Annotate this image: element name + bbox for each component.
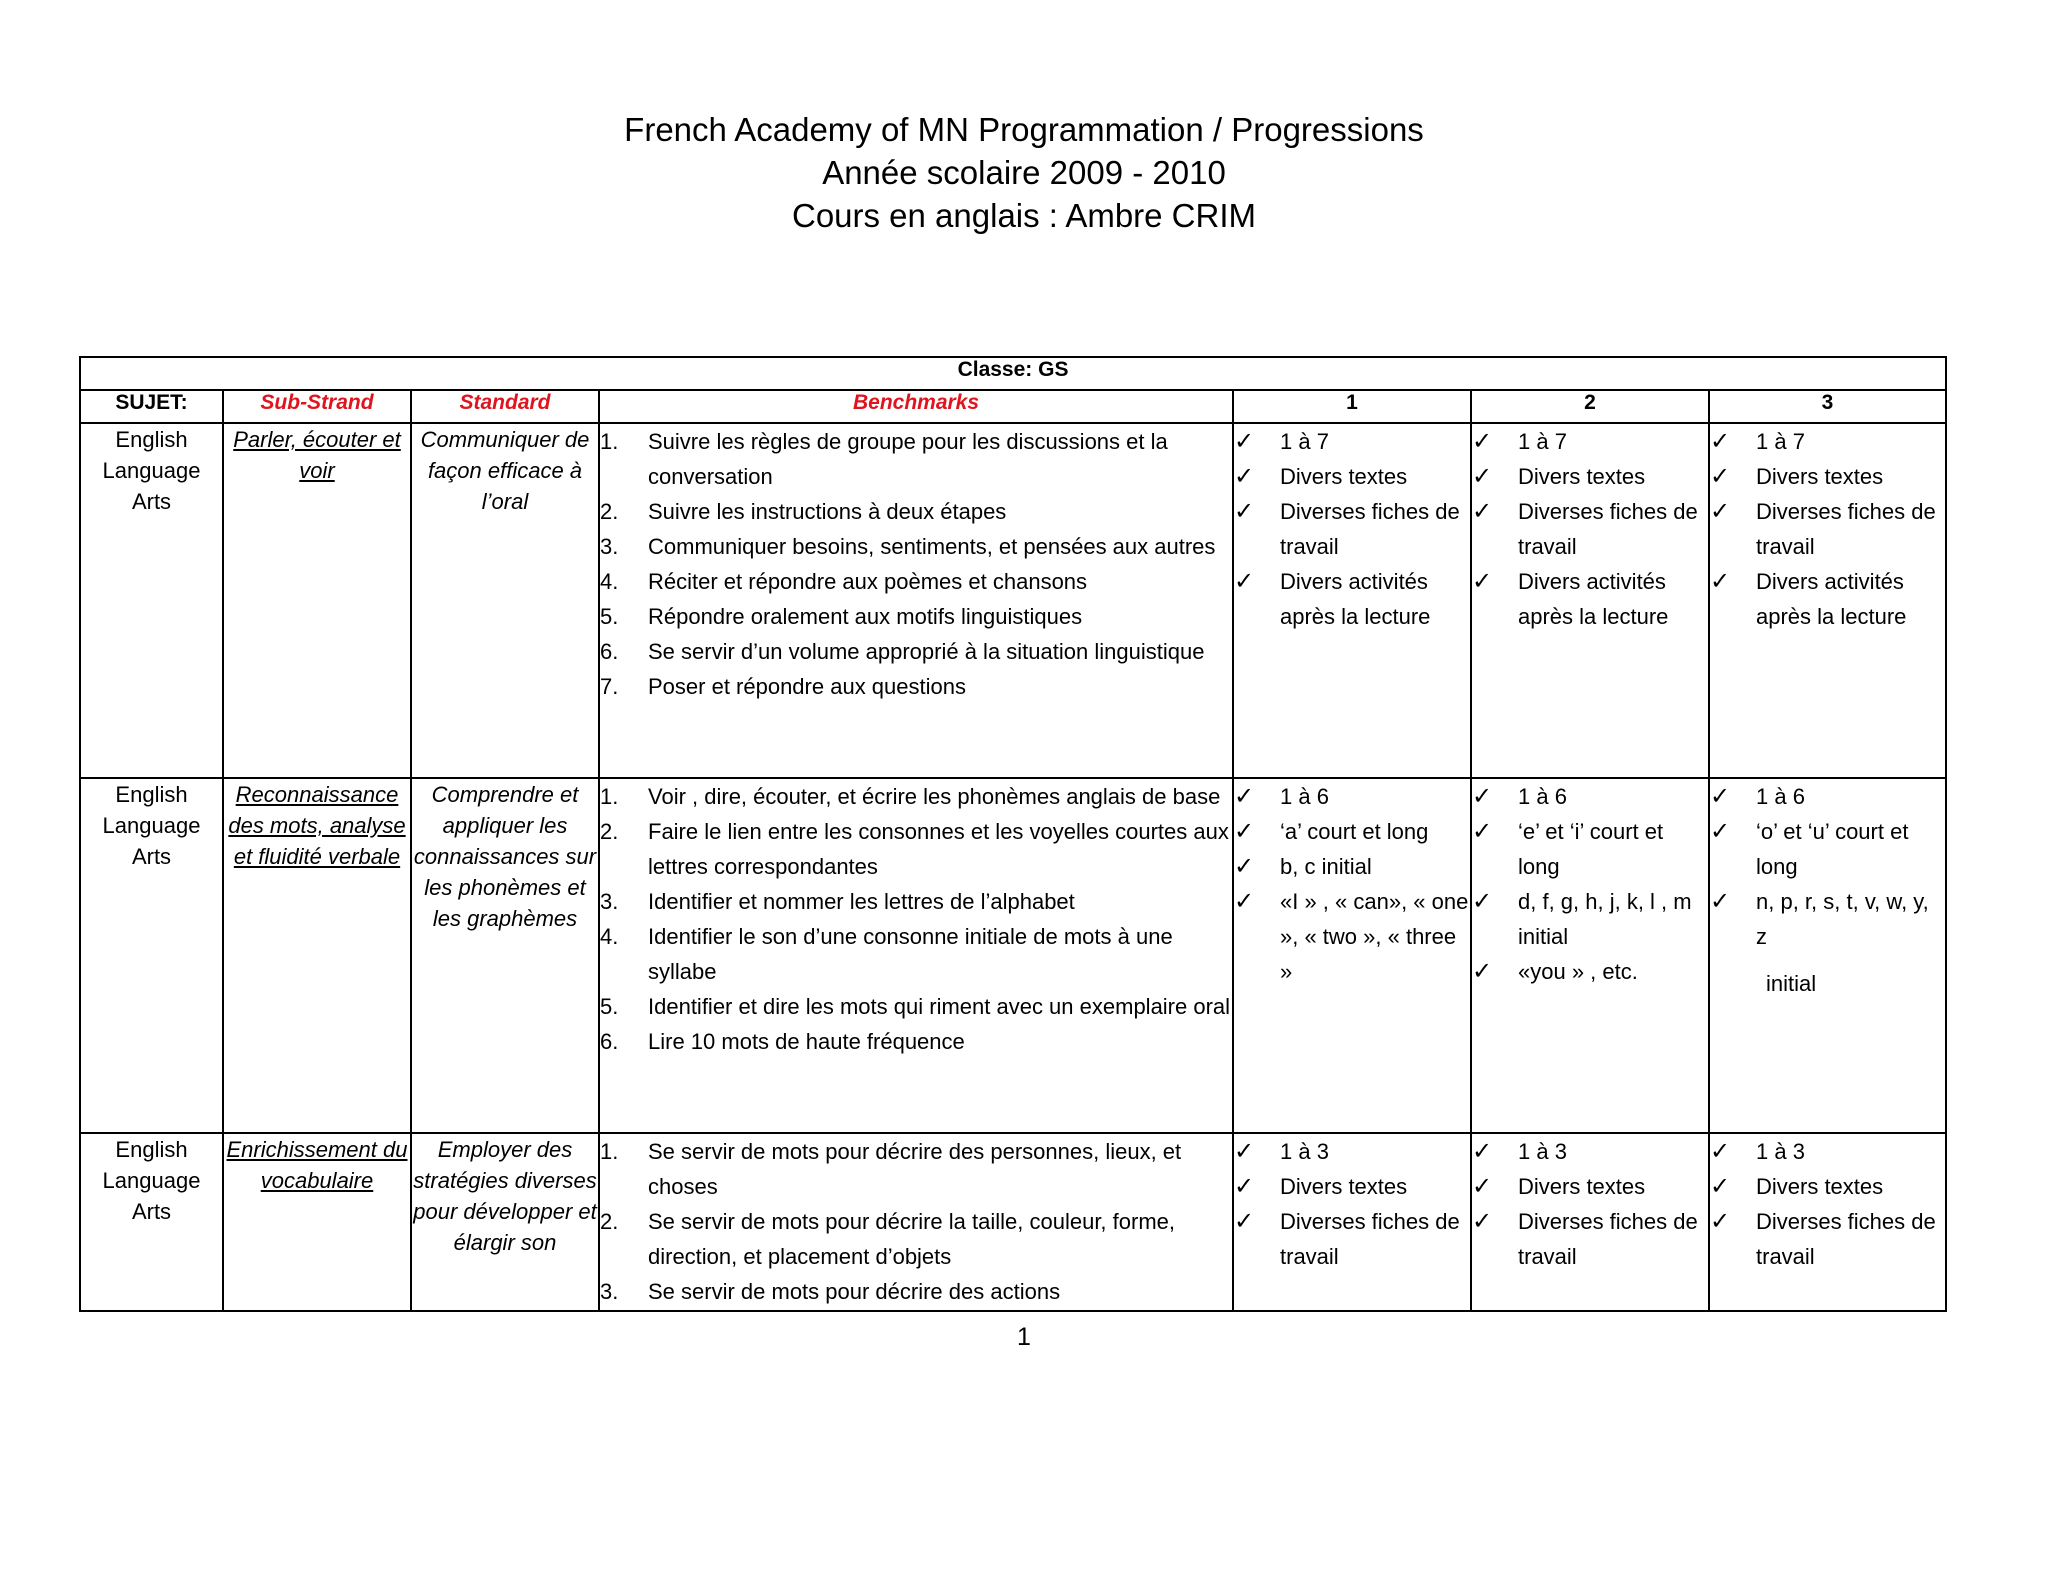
sub-strand-cell: Reconnaissance des mots, analyse et fluidité verbale [223,778,411,1133]
table-row [80,1133,1946,1311]
checklist-text: Divers activités après la lecture [1756,569,1907,629]
checkmark-icon: ✓ [1472,427,1493,455]
checklist-item [1710,564,1945,634]
checklist-text: b, c initial [1280,854,1372,879]
checklist-text: 1 à 3 [1518,1139,1567,1164]
sujet-cell: English Language Arts [80,778,223,1133]
checklist-item [1472,1169,1708,1204]
benchmark-text: Poser et répondre aux questions [648,674,966,699]
checklist-item [1710,1204,1945,1274]
progression-table [79,356,1947,1312]
checklist-extra-text: initial [1766,971,1817,996]
checklist-text: 1 à 3 [1756,1139,1805,1164]
checklist-cell-period-1 [1233,423,1471,778]
benchmark-item [600,599,1232,634]
checklist-text: 1 à 6 [1756,784,1805,809]
checkmark-icon: ✓ [1710,1172,1731,1200]
checklist-text: ‘a’ court et long [1280,819,1429,844]
benchmark-number: 2. [600,499,619,524]
table-row [80,423,1946,778]
checklist-cell-period-2 [1471,423,1709,778]
header-col-3: 3 [1709,390,1946,423]
checklist-text: Diverses fiches de travail [1280,499,1460,559]
checklist-text: Diverses fiches de travail [1756,499,1936,559]
benchmark-text: Identifier et dire les mots qui riment avec un exemplaire oral [648,994,1231,1019]
checkmark-icon: ✓ [1234,1207,1255,1235]
checklist-text: ‘o’ et ‘u’ court et long [1756,819,1909,879]
benchmark-number: 5. [600,604,619,629]
checkmark-icon: ✓ [1234,1137,1255,1165]
checklist-cell-period-1 [1233,1133,1471,1311]
benchmark-text: Réciter et répondre aux poèmes et chansons [648,569,1088,594]
checklist-text: Divers textes [1280,1174,1408,1199]
checkmark-icon: ✓ [1710,497,1731,525]
checkmark-icon: ✓ [1710,567,1731,595]
benchmark-item [600,564,1232,599]
benchmark-text: Se servir de mots pour décrire des actions [648,1279,1061,1304]
checklist-item [1472,954,1708,989]
checkmark-icon: ✓ [1710,887,1731,915]
checklist-text: 1 à 7 [1756,429,1805,454]
checklist-item [1234,884,1470,989]
checklist-item [1472,1204,1708,1274]
header-benchmarks: Benchmarks [599,390,1233,423]
benchmark-number: 3. [600,889,619,914]
checklist-item [1472,884,1708,954]
sujet-cell: English Language Arts [80,423,223,778]
checklist-item [1234,1204,1470,1274]
checklist-text: Diverses fiches de travail [1280,1209,1460,1269]
header-sujet: SUJET: [80,390,223,423]
benchmark-text: Voir , dire, écouter, et écrire les phonèmes anglais de base [648,784,1221,809]
benchmark-item [600,989,1232,1024]
benchmark-item [600,1134,1232,1204]
sujet-cell: English Language Arts [80,1133,223,1311]
checklist-text: Divers textes [1756,464,1884,489]
benchmark-text: Suivre les règles de groupe pour les discussions et la conversation [648,429,1168,489]
benchmark-number: 3. [600,1279,619,1304]
benchmark-number: 3. [600,534,619,559]
benchmark-number: 5. [600,994,619,1019]
benchmark-number: 2. [600,819,619,844]
benchmark-item [600,529,1232,564]
checklist-item [1234,564,1470,634]
checklist-item [1234,459,1470,494]
checkmark-icon: ✓ [1710,1207,1731,1235]
checklist-item [1234,779,1470,814]
checklist-item [1710,459,1945,494]
page-number: 1 [1017,1323,1031,1351]
benchmark-text: Se servir de mots pour décrire des personnes, lieux, et choses [648,1139,1182,1199]
benchmark-text: Se servir d’un volume approprié à la situation linguistique [648,639,1205,664]
checklist-item [1710,424,1945,459]
checklist-text: 1 à 6 [1280,784,1329,809]
checklist-text: 1 à 7 [1518,429,1567,454]
checklist-text: «I » , « can», « one », « two », « three » [1280,889,1469,984]
checkmark-icon: ✓ [1472,817,1493,845]
checklist-cell-period-2 [1471,1133,1709,1311]
checkmark-icon: ✓ [1472,462,1493,490]
checklist [1472,1134,1708,1274]
checklist-item [1472,424,1708,459]
checklist [1472,779,1708,989]
checkmark-icon: ✓ [1472,782,1493,810]
benchmark-number: 7. [600,674,619,699]
benchmark-text: Répondre oralement aux motifs linguistiques [648,604,1083,629]
checklist-text: Divers textes [1518,1174,1646,1199]
checkmark-icon: ✓ [1234,427,1255,455]
checklist-item [1710,814,1945,884]
benchmark-item [600,424,1232,494]
checklist-text: «you » , etc. [1518,959,1638,984]
checklist-item [1234,424,1470,459]
checkmark-icon: ✓ [1472,1137,1493,1165]
checklist-item [1234,814,1470,849]
checklist-text: ‘e’ et ‘i’ court et long [1518,819,1664,879]
checklist-item [1710,1169,1945,1204]
checklist-item [1472,814,1708,884]
checklist-item [1710,494,1945,564]
checklist-text: 1 à 7 [1280,429,1329,454]
benchmarks-cell [599,778,1233,1133]
checkmark-icon: ✓ [1234,887,1255,915]
checklist-item [1472,459,1708,494]
table-body [80,423,1946,1311]
checklist-item [1472,494,1708,564]
checklist-text: Divers activités après la lecture [1518,569,1669,629]
benchmark-item [600,919,1232,989]
header-col-1: 1 [1233,390,1471,423]
benchmark-item [600,1024,1232,1059]
checklist-item [1472,564,1708,634]
checklist-text: Diverses fiches de travail [1756,1209,1936,1269]
checklist [1710,1134,1945,1274]
benchmark-item [600,884,1232,919]
benchmark-item [600,1274,1232,1309]
checklist-cell-period-3 [1709,423,1946,778]
standard-cell: Employer des stratégies diverses pour développer et élargir son [411,1133,599,1311]
header-col-2: 2 [1471,390,1709,423]
benchmark-list [600,1134,1232,1309]
checklist-text: 1 à 3 [1280,1139,1329,1164]
checklist-item [1234,849,1470,884]
checklist-item [1472,1134,1708,1169]
header-sub-strand: Sub-Strand [223,390,411,423]
checkmark-icon: ✓ [1472,887,1493,915]
checklist-cell-period-1 [1233,778,1471,1133]
checkmark-icon: ✓ [1710,1137,1731,1165]
checklist [1472,424,1708,634]
document-title [0,108,2048,237]
checkmark-icon: ✓ [1710,817,1731,845]
benchmark-number: 4. [600,924,619,949]
checkmark-icon: ✓ [1710,427,1731,455]
benchmark-item [600,1204,1232,1274]
checklist [1234,1134,1470,1274]
title-line-1: French Academy of MN Programmation / Progressions [624,111,1424,148]
benchmark-number: 1. [600,1139,619,1164]
benchmark-number: 6. [600,639,619,664]
checklist-item [1472,779,1708,814]
benchmark-text: Identifier et nommer les lettres de l’alphabet [648,889,1075,914]
standard-cell: Comprendre et appliquer les connaissances sur les phonèmes et les graphèmes [411,778,599,1133]
checklist [1710,424,1945,634]
benchmark-number: 4. [600,569,619,594]
title-line-3: Cours en anglais : Ambre CRIM [791,197,1256,234]
sub-strand-cell: Parler, écouter et voir [223,423,411,778]
checklist-text: Diverses fiches de travail [1518,1209,1698,1269]
checkmark-icon: ✓ [1472,957,1493,985]
header-standard: Standard [411,390,599,423]
checklist-text: d, f, g, h, j, k, l , m initial [1518,889,1692,949]
checklist-text: Divers textes [1518,464,1646,489]
checkmark-icon: ✓ [1234,567,1255,595]
checklist [1234,779,1470,989]
checkmark-icon: ✓ [1234,817,1255,845]
checkmark-icon: ✓ [1234,1172,1255,1200]
benchmark-text: Identifier le son d’une consonne initiale de mots à une syllabe [648,924,1173,984]
checklist-cell-period-3 [1709,778,1946,1133]
checkmark-icon: ✓ [1472,1207,1493,1235]
checklist-text: Diverses fiches de travail [1518,499,1698,559]
checklist [1710,779,1945,954]
checklist-text: n, p, r, s, t, v, w, y, z [1756,889,1929,949]
checklist-item [1710,779,1945,814]
checklist-cell-period-3 [1709,1133,1946,1311]
sub-strand-cell: Enrichissement du vocabulaire [223,1133,411,1311]
table-row [80,778,1946,1133]
benchmark-item [600,779,1232,814]
benchmark-text: Faire le lien entre les consonnes et les voyelles courtes aux lettres correspondantes [648,819,1229,879]
benchmark-number: 2. [600,1209,619,1234]
checklist-item [1710,1134,1945,1169]
benchmark-text: Communiquer besoins, sentiments, et pensées aux autres [648,534,1216,559]
title-line-2: Année scolaire 2009 - 2010 [822,154,1226,191]
checklist [1234,424,1470,634]
checkmark-icon: ✓ [1234,782,1255,810]
benchmark-number: 1. [600,784,619,809]
benchmark-list [600,424,1232,704]
benchmark-number: 6. [600,1029,619,1054]
checkmark-icon: ✓ [1472,1172,1493,1200]
benchmark-list [600,779,1232,1059]
benchmark-item [600,669,1232,704]
checkmark-icon: ✓ [1472,567,1493,595]
benchmark-item [600,814,1232,884]
checklist-item [1710,884,1945,954]
benchmark-item [600,634,1232,669]
checklist-text: Divers textes [1280,464,1408,489]
standard-cell: Communiquer de façon efficace à l’oral [411,423,599,778]
checklist-text: Divers activités après la lecture [1280,569,1431,629]
benchmarks-cell [599,1133,1233,1311]
benchmark-item [600,494,1232,529]
benchmark-number: 1. [600,429,619,454]
benchmark-text: Suivre les instructions à deux étapes [648,499,1007,524]
checkmark-icon: ✓ [1234,497,1255,525]
checkmark-icon: ✓ [1234,462,1255,490]
checklist-cell-period-2 [1471,778,1709,1133]
checklist-item [1234,494,1470,564]
checklist-text: 1 à 6 [1518,784,1567,809]
checkmark-icon: ✓ [1472,497,1493,525]
benchmark-text: Se servir de mots pour décrire la taille, couleur, forme, direction, et placement d’objets [648,1209,1176,1269]
checklist-text: Divers textes [1756,1174,1884,1199]
checkmark-icon: ✓ [1234,852,1255,880]
checklist-item [1234,1169,1470,1204]
checklist-item [1234,1134,1470,1169]
benchmark-text: Lire 10 mots de haute fréquence [648,1029,965,1054]
checkmark-icon: ✓ [1710,782,1731,810]
classe-header: Classe: GS [80,357,1946,390]
checkmark-icon: ✓ [1710,462,1731,490]
benchmarks-cell [599,423,1233,778]
